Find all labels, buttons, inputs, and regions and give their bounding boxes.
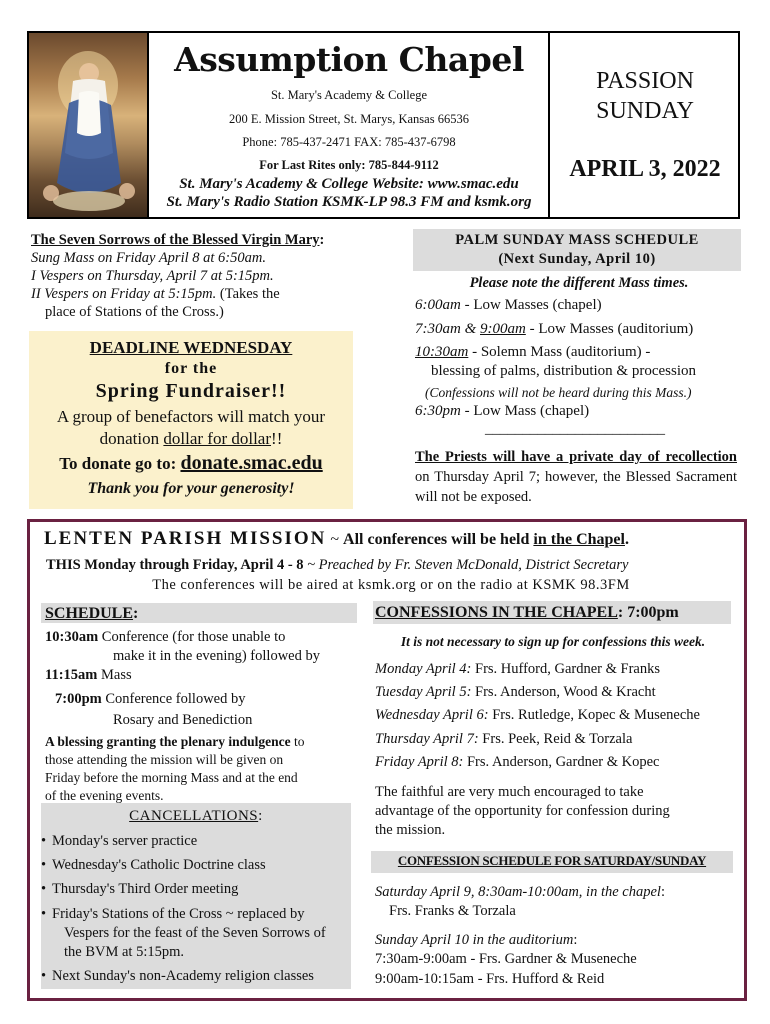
confession-day-priests: Frs. Anderson, Wood & Kracht [471,684,656,700]
match-pre: donation [99,429,164,448]
cancellations-heading [41,808,351,825]
cancel-item-cont: Vespers for the feast of the Seven Sorrows of [64,925,326,941]
cancel-item: • Wednesday's Catholic Doctrine class [52,856,348,874]
mass-1-desc: - Low Masses (chapel) [460,297,602,313]
deadline-heading: DEADLINE WEDNESDAY [89,338,293,357]
mission-title-text: LENTEN PARISH MISSION [44,528,327,549]
mass-1-time: 6:00am [415,297,461,313]
palm-title: PALM SUNDAY MASS SCHEDULE [455,232,699,248]
madonna-figure [29,33,147,217]
mass-3-line-3: (Confessions will not be heard during this Mass.) [425,385,692,400]
mass-3-line-2: blessing of palms, distribution & procession [431,363,696,379]
confession-day-label: Friday April 8: [375,754,464,770]
confession-day-label: Wednesday April 6: [375,707,489,723]
mass-2-amp: & [460,321,480,337]
sunday-line-1: PASSION [596,68,694,94]
sunday-text: Sunday April 10 in the auditorium [375,932,574,948]
sched-3-time: 7:00pm [55,691,102,707]
palm-subtitle: (Next Sunday, April 10) [498,251,656,267]
palm-rule: ________________________ [485,421,665,437]
sorrows-line-4: place of Stations of the Cross.) [45,304,224,320]
confessions-note: It is not necessary to sign up for confessions this week. [400,634,706,649]
sched-2-time: 11:15am [45,667,98,683]
mission-period: . [624,531,629,548]
sunday-slot-1: 7:30am-9:00am - Frs. Gardner & Museneche [375,951,637,967]
sorrows-colon: : [319,232,325,248]
schedule-heading [45,604,138,623]
confession-day-label: Tuesday April 5: [375,684,472,700]
confession-day [375,752,659,772]
address: 200 E. Mission Street, St. Marys, Kansas 66536 [229,112,469,126]
donate-link[interactable]: donate.smac.edu [180,452,323,474]
radio-line: St. Mary's Radio Station KSMK-LP 98.3 FM and ksmk.org [166,194,532,210]
sorrows-line-3-rest: (Takes the [216,286,280,302]
donate-line [29,452,353,475]
sched-3-desc: Conference followed by [101,691,246,707]
confessions-time: : 7:00pm [617,604,679,621]
sched-1-desc: Conference (for those unable to [98,629,286,645]
cancel-item-cont: the BVM at 5:15pm. [64,944,185,960]
saturday-colon: : [660,884,665,900]
sorrows-line-1: Sung Mass on Friday April 8 at 6:50am. [31,250,266,266]
school-name: St. Mary's Academy & College [270,88,428,102]
saturday-line [375,882,665,902]
mission-aired: The conferences will be aired at ksmk.org or on the radio at KSMK 98.3FM [152,577,630,593]
confession-day-priests: Frs. Hufford, Gardner & Franks [471,661,660,677]
mass-2 [415,320,745,339]
indulgence-rest: to [290,734,305,749]
sched-2-desc: Mass [97,667,132,683]
mass-3 [415,343,745,362]
confession-day [375,705,700,725]
for-the: for the [164,360,218,377]
indulgence-4: of the evening events. [45,788,164,803]
encourage-line-2: advantage of the opportunity for confession during [375,803,670,819]
sched-3 [45,690,245,709]
donate-pre: To donate go to: [59,454,181,473]
phone-fax: Phone: 785-437-2471 FAX: 785-437-6798 [242,135,456,149]
sched-1-line-2: make it in the evening) followed by [113,648,320,664]
cancellations-colon: : [258,808,263,824]
cancel-item: • Monday's server practice [52,832,348,850]
indulgence-2: those attending the mission will be given on [45,752,284,767]
confession-day-priests: Frs. Rutledge, Kopec & Museneche [488,707,700,723]
last-rites-phone: For Last Rites only: 785-844-9112 [259,158,439,172]
cancel-item: • Thursday's Third Order meeting [52,880,348,898]
confessions-heading-text: CONFESSIONS IN THE CHAPEL [375,604,618,621]
indulgence-3: Friday before the morning Mass and at the end [45,770,298,785]
encourage-line-3: the mission. [375,822,446,838]
thanks-line: Thank you for your generosity! [87,480,295,497]
mass-4-desc: - Low Mass (chapel) [460,403,590,419]
mass-2-desc: - Low Masses (auditorium) [525,321,694,337]
saturday-text: Saturday April 9, 8:30am-10:00am, in the chapel [375,884,661,900]
cancel-item: • Next Sunday's non-Academy religion classes [52,967,348,985]
mass-3-desc: - Solemn Mass (auditorium) - [468,344,651,360]
mass-3-time: 10:30am [415,344,469,360]
mission-in-chapel: in the Chapel [533,531,625,548]
mass-2-time-b: 9:00am [480,321,526,337]
sched-1-time: 10:30am [45,629,99,645]
priests-recollection-u: The Priests will have a private day of recollection [415,449,737,465]
chapel-title: Assumption Chapel [174,40,524,79]
confession-day-priests: Frs. Anderson, Gardner & Kopec [463,754,660,770]
sunday-line [375,930,577,950]
priests-recollection-rest: on Thursday April 7; however, the Blessed Sacrament will not be exposed. [415,469,737,505]
match-post: !! [271,429,283,448]
confessions-heading [375,603,679,623]
sorrows-title: The Seven Sorrows of the Blessed Virgin Mary [31,232,320,248]
cancellations-heading-text: CANCELLATIONS [129,808,259,824]
match-line-1: A group of benefactors will match your [56,407,326,426]
confession-day-label: Thursday April 7: [375,731,479,747]
encourage-line-1: The faithful are very much encouraged to take [375,784,644,800]
weekend-heading: CONFESSION SCHEDULE FOR SATURDAY/SUNDAY [397,853,707,868]
bulletin-date: APRIL 3, 2022 [569,156,721,182]
mission-tilde: ~ [326,531,344,548]
sorrows-line-3: II Vespers on Friday at 5:15pm. [31,286,217,302]
confession-day-priests: Frs. Peek, Reid & Torzala [478,731,633,747]
confession-day [375,659,660,679]
sunday-slot-2: 9:00am-10:15am - Frs. Hufford & Reid [375,971,605,987]
mass-1 [415,296,745,315]
cancel-item: • Friday's Stations of the Cross ~ replaced by [52,905,348,923]
palm-note: Please note the different Mass times. [469,275,689,291]
sunday-colon: : [573,932,578,948]
seven-sorrows-section [31,231,361,321]
mission-all-conf: All conferences will be held [343,531,534,548]
dollar-for-dollar: dollar for dollar [163,429,272,448]
indulgence-1 [45,733,305,750]
mass-2-time-a: 7:30am [415,321,461,337]
saturday-priests: Frs. Franks & Torzala [389,903,516,919]
sched-1 [45,628,285,647]
schedule-colon: : [133,605,139,622]
website-line: St. Mary's Academy & College Website: www.smac.edu [179,176,519,192]
madonna-image [29,33,149,217]
mission-dates [46,557,628,574]
sunday-name [550,66,740,126]
mission-dates-text: THIS Monday through Friday, April 4 - 8 [46,557,304,573]
sched-2 [45,666,132,685]
match-line-2 [29,429,353,449]
sched-3-line-2: Rosary and Benediction [113,712,253,728]
confession-day [375,729,632,749]
mass-4-time: 6:30pm [415,403,461,419]
sunday-line-2: SUNDAY [596,98,694,124]
mission-title [44,528,744,550]
priests-recollection [415,447,737,507]
confession-day-label: Monday April 4: [375,661,472,677]
indulgence-bold: A blessing granting the plenary indulgence [45,734,291,749]
schedule-heading-text: SCHEDULE [45,605,134,622]
mass-4 [415,402,745,421]
sorrows-line-2: I Vespers on Thursday, April 7 at 5:15pm. [31,268,274,284]
fundraiser-name: Spring Fundraiser!! [95,380,287,402]
mission-preacher: ~ Preached by Fr. Steven McDonald, District Secretary [303,557,629,573]
confession-day [375,682,656,702]
